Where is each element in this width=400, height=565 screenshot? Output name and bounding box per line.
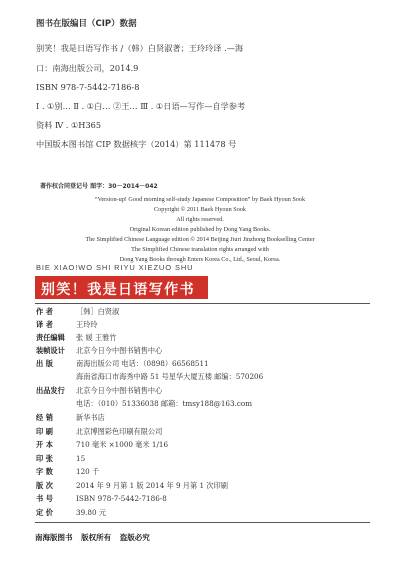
cip-line: Ⅰ . ①别… Ⅱ . ①白… ②王… Ⅲ . ①日语—写作—自学参考	[36, 101, 246, 111]
colophon-label: 出 版	[36, 359, 53, 368]
colophon-label: 出品发行	[36, 386, 65, 395]
colophon-label: 责任编辑	[36, 333, 65, 342]
english-credit-line: “Version-up! Good morning self-study Japanese Composition” by Baek Hyoun Sook	[94, 196, 306, 203]
colophon-value: 海南省海口市海秀中路 51 号星华大厦五楼 邮编：570206	[76, 372, 264, 381]
english-credit-line: The Simplified Chinese Language edition © 2014 Beijing Jiuri Jinzhong Bookselling Center	[85, 236, 315, 243]
divider-top	[35, 303, 370, 304]
colophon-value: 39.80 元	[76, 508, 107, 517]
colophon-value: 张 媛 王雅竹	[76, 333, 117, 342]
colophon-label: 书 号	[36, 494, 53, 503]
cip-line: 资料 Ⅳ . ①H365	[36, 120, 102, 130]
cip-line: 别笑！我是日语写作书 /（韩）白贤淑著；王玲玲译 .—海	[36, 43, 244, 53]
english-credit-line: The Simplified Chinese translation rights arranged with	[131, 246, 269, 253]
colophon-value: 710 毫米 ×1000 毫米 1/16	[76, 440, 169, 449]
cip-line: 中国版本图书馆 CIP 数据核字（2014）第 111478 号	[36, 139, 237, 149]
colophon-value: 15	[76, 454, 86, 463]
english-credit-line: Original Korean edition published by Dong Yang Books.	[129, 226, 271, 233]
colophon-value: 120 千	[76, 467, 100, 476]
colophon-value: 北京博图彩色印刷有限公司	[76, 427, 163, 436]
divider-bottom	[35, 522, 370, 523]
colophon-label: 印 张	[36, 454, 53, 463]
cip-title: 图书在版编目（CIP）数据	[36, 19, 137, 29]
colophon-label: 装帧设计	[36, 346, 65, 355]
colophon-label: 定 价	[36, 508, 53, 517]
copyright-footer: 南海版图书 版权所有 盗版必究	[35, 533, 150, 542]
english-credit-line: Dong Yang Books through Enters Korea Co., Ltd., Seoul, Korea.	[119, 256, 281, 263]
colophon-value: ［韩］白贤淑	[76, 307, 120, 316]
colophon-value: ISBN 978-7-5442-7186-8	[76, 494, 167, 503]
cip-line: 口：南海出版公司，2014.9	[36, 63, 139, 73]
colophon-label: 经 销	[36, 413, 53, 422]
colophon-value: 北京今日今中图书销售中心	[76, 386, 163, 395]
colophon-label: 版 次	[36, 481, 53, 490]
colophon-label: 作 者	[36, 307, 53, 316]
book-title: 别笑！我是日语写作书	[41, 282, 195, 298]
english-credit-line: Copyright © 2011 Baek Hyoun Sook	[154, 206, 246, 213]
pinyin-title: BIE XIAO!WO SHI RIYU XIEZUO SHU	[36, 263, 194, 272]
colophon-value: 南海出版公司 电话：（0898）66568511	[76, 359, 209, 368]
colophon-value: 新华书店	[76, 413, 105, 422]
colophon-value: 北京今日今中图书销售中心	[76, 346, 163, 355]
colophon-value: 2014 年 9 月第 1 版 2014 年 9 月第 1 次印刷	[76, 481, 228, 490]
colophon-value: 王玲玲	[76, 320, 98, 329]
book-title-banner	[35, 276, 208, 299]
english-credit-line: All rights reserved.	[176, 216, 224, 223]
colophon-value: 电话：（010）51336038 邮箱：tmsy188@163.com	[76, 399, 253, 408]
colophon-label: 译 者	[36, 320, 53, 329]
copyright-registration-number: 著作权合同登记号 图字：30－2014－042	[40, 183, 158, 190]
colophon-label: 字 数	[36, 467, 53, 476]
cip-line: ISBN 978-7-5442-7186-8	[36, 82, 140, 92]
colophon-label: 印 刷	[36, 427, 53, 436]
colophon-label: 开 本	[36, 440, 53, 449]
